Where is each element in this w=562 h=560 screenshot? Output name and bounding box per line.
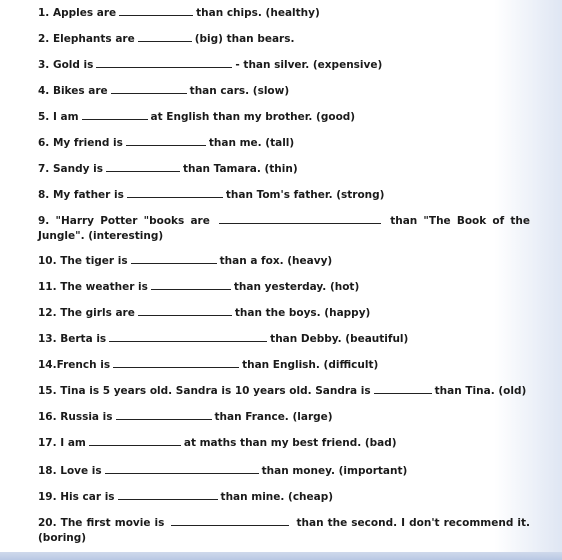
answer-blank[interactable] [171, 515, 289, 526]
exercise-13 [38, 331, 530, 347]
exercise-text: 19. His car is [38, 491, 115, 503]
exercise-10 [38, 253, 530, 269]
answer-blank[interactable] [118, 489, 218, 500]
exercise-text: than cars. (slow) [189, 85, 290, 97]
exercise-text: than "The Book of the Jungle". (interesting) [38, 215, 531, 242]
exercise-text: 3. Gold is [38, 59, 94, 71]
exercise-text: (big) than bears. [194, 33, 295, 45]
exercise-text: than Tom's father. (strong) [225, 189, 385, 201]
exercise-text: than France. (large) [214, 411, 333, 423]
answer-blank[interactable] [105, 463, 259, 474]
answer-blank[interactable] [374, 383, 432, 394]
exercise-7 [38, 161, 530, 177]
exercise-text: at maths than my best friend. (bad) [183, 437, 397, 449]
exercise-text: 16. Russia is [38, 411, 113, 423]
exercise-text: at English than my brother. (good) [150, 111, 356, 123]
exercise-9 [38, 213, 530, 244]
exercise-text: than chips. (healthy) [196, 7, 320, 19]
exercise-6 [38, 135, 530, 151]
answer-blank[interactable] [111, 83, 187, 94]
exercise-14 [38, 357, 530, 373]
exercise-text: than Tina. (old) [434, 385, 527, 397]
exercise-text: 1. Apples are [38, 7, 117, 19]
exercise-text: 2. Elephants are [38, 33, 135, 45]
answer-blank[interactable] [151, 279, 231, 290]
exercise-text: than money. (important) [261, 465, 408, 477]
exercise-20 [38, 515, 530, 546]
exercise-1 [38, 5, 530, 21]
answer-blank[interactable] [109, 331, 267, 342]
exercise-text: 17. I am [38, 437, 86, 449]
exercise-2 [38, 31, 530, 47]
exercise-text: than mine. (cheap) [220, 491, 334, 503]
exercise-text: than yesterday. (hot) [233, 281, 360, 293]
exercise-text: 20. The first movie is [38, 517, 165, 529]
exercise-text: 10. The tiger is [38, 255, 128, 267]
answer-blank[interactable] [119, 5, 193, 16]
exercise-15 [38, 383, 530, 399]
exercise-3 [38, 57, 530, 73]
exercise-8 [38, 187, 530, 203]
exercise-18 [38, 463, 530, 479]
exercise-text: than me. (tall) [208, 137, 295, 149]
exercise-text: 7. Sandy is [38, 163, 103, 175]
exercise-12 [38, 305, 530, 321]
exercise-text: 4. Bikes are [38, 85, 108, 97]
exercise-text: than the second. I don't recommend it. (boring) [38, 517, 531, 544]
exercise-17 [38, 435, 530, 451]
answer-blank[interactable] [126, 135, 206, 146]
exercise-5 [38, 109, 530, 125]
exercise-text: than English. (difficult) [242, 359, 379, 371]
exercise-text: - than silver. (expensive) [235, 59, 383, 71]
answer-blank[interactable] [89, 435, 181, 446]
exercise-11 [38, 279, 530, 295]
exercise-text: 8. My father is [38, 189, 124, 201]
exercise-text: than Debby. (beautiful) [270, 333, 409, 345]
answer-blank[interactable] [106, 161, 180, 172]
answer-blank[interactable] [82, 109, 148, 120]
exercise-text: 9. "Harry Potter "books are [38, 215, 210, 227]
exercise-4 [38, 83, 530, 99]
exercise-text: 12. The girls are [38, 307, 135, 319]
answer-blank[interactable] [131, 253, 217, 264]
exercise-text: than a fox. (heavy) [219, 255, 333, 267]
exercise-text: 5. I am [38, 111, 79, 123]
answer-blank[interactable] [138, 305, 232, 316]
exercise-text: 18. Love is [38, 465, 102, 477]
answer-blank[interactable] [127, 187, 223, 198]
answer-blank[interactable] [113, 357, 239, 368]
exercise-text: 15. Tina is 5 years old. Sandra is 10 years old. Sandra is [38, 385, 371, 397]
exercise-text: 6. My friend is [38, 137, 123, 149]
exercise-16 [38, 409, 530, 425]
exercise-text: 13. Berta is [38, 333, 107, 345]
exercise-text: than the boys. (happy) [234, 307, 371, 319]
answer-blank[interactable] [219, 213, 381, 224]
answer-blank[interactable] [138, 31, 192, 42]
answer-blank[interactable] [96, 57, 232, 68]
answer-blank[interactable] [116, 409, 212, 420]
exercise-19 [38, 489, 530, 505]
exercise-text: 14.French is [38, 359, 111, 371]
bottom-border [0, 552, 562, 560]
exercise-text: 11. The weather is [38, 281, 148, 293]
exercise-text: than Tamara. (thin) [182, 163, 298, 175]
